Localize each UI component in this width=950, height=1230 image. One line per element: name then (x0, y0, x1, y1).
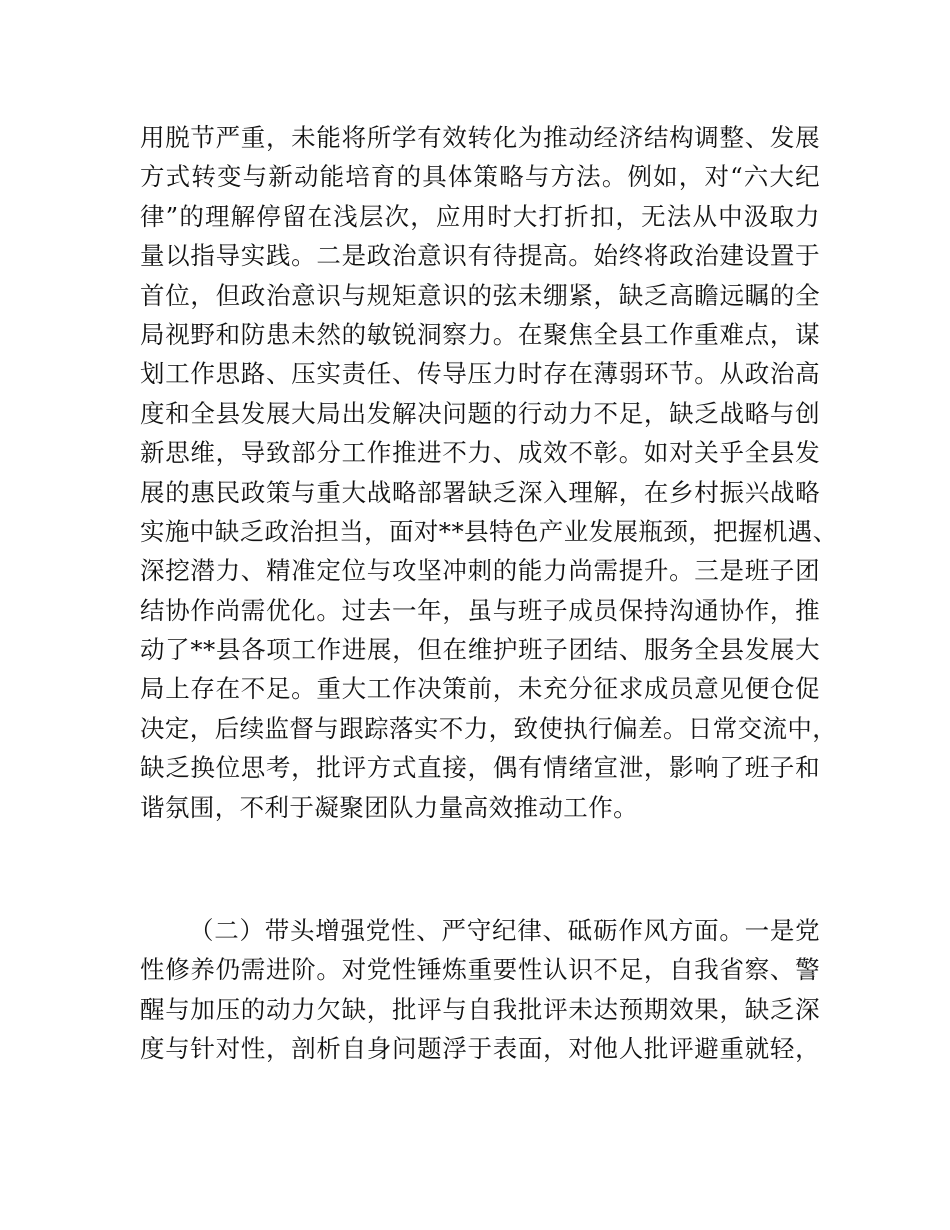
paragraph-1 (140, 118, 838, 827)
text-line: 谐氛围，不利于凝聚团队力量高效推动工作。 (140, 792, 638, 822)
text-line: 动了**县各项工作进展，但在维护班子团结、服务全县发展大 (140, 635, 820, 665)
text-line: 实施中缺乏政治担当，面对**县特色产业发展瓶颈，把握机遇、 (140, 516, 838, 546)
text-line: 度和全县发展大局出发解决问题的行动力不足，缺乏战略与创 (140, 398, 820, 428)
text-line: 用脱节严重，未能将所学有效转化为推动经济结构调整、发展 (140, 123, 820, 152)
text-line: 度与针对性，剖析自身问题浮于表面，对他人批评避重就轻， (140, 1034, 820, 1064)
text-line: 决定，后续监督与跟踪落实不力，致使执行偏差。日常交流中， (140, 713, 838, 743)
text-line: 局视野和防患未然的敏锐洞察力。在聚焦全县工作重难点，谋 (140, 319, 820, 349)
text-line: 缺乏换位思考，批评方式直接，偶有情绪宣泄，影响了班子和 (140, 753, 820, 783)
text-line: 方式转变与新动能培育的具体策略与方法。例如，对“六大纪 (140, 162, 820, 192)
text-line: 律”的理解停留在浅层次，应用时大打折扣，无法从中汲取力 (140, 201, 820, 231)
text-line: 首位，但政治意识与规矩意识的弦未绷紧，缺乏高瞻远瞩的全 (140, 280, 820, 310)
text-line: 结协作尚需优化。过去一年，虽与班子成员保持沟通协作，推 (140, 595, 820, 625)
text-line: 划工作思路、压实责任、传导压力时存在薄弱环节。从政治高 (140, 359, 820, 389)
text-line: 新思维，导致部分工作推进不力、成效不彰。如对关乎全县发 (140, 438, 820, 468)
text-line: 醒与加压的动力欠缺，批评与自我批评未达预期效果，缺乏深 (140, 994, 820, 1024)
text-line: 量以指导实践。二是政治意识有待提高。始终将政治建设置于 (140, 241, 820, 271)
text-line: 局上存在不足。重大工作决策前，未充分征求成员意见便仓促 (140, 674, 820, 704)
text-line: 性修养仍需进阶。对党性锤炼重要性认识不足，自我省察、警 (140, 955, 820, 985)
text-line: （二）带头增强党性、严守纪律、砥砺作风方面。一是党 (189, 916, 820, 945)
text-line: 展的惠民政策与重大战略部署缺乏深入理解，在乡村振兴战略 (140, 477, 820, 507)
text-line: 深挖潜力、精准定位与攻坚冲刺的能力尚需提升。三是班子团 (140, 556, 820, 586)
paragraph-2 (140, 911, 820, 1069)
